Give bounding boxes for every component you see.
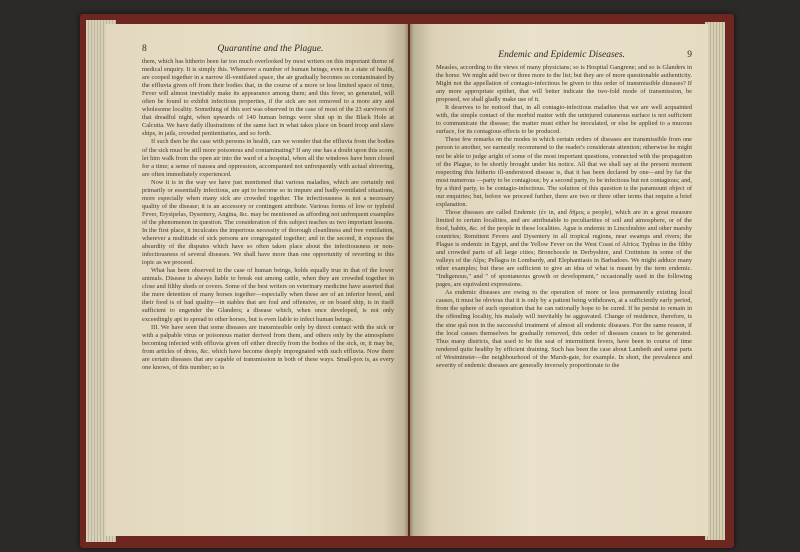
paragraph: Measles, according to the views of many physicians; so is Hospital Gangrene; and so is Glanders in the horse. We might add two or three more to the list; but they are of more questionable authenticity. Might not the appellation of contagio-infectious be given to this order of transmissible diseases? If any more appropriate epithet, that will better indicate the two-fold mode of transmission, be proposed, we shall gladly make use of it. <box>436 64 692 104</box>
page-number: 8 <box>142 44 147 54</box>
book-gutter <box>404 24 414 536</box>
running-title: Endemic and Epidemic Diseases. <box>498 50 625 60</box>
left-page <box>106 24 408 536</box>
paragraph: As endemic diseases are owing to the operation of more or less permanently existing local causes, it must be obvious that it is only by a patient being withdrawn, at a sufficiently early period, from the sphere of such operation that he can rationally hope to be cured. If he persist to remain in the offending locality, his malady will inevitably be aggravated. Change of residence, therefore, is the sine quâ non in the successful treatment of almost all endemic diseases. For the same reason, if the local causes themselves be gradually removed, this order of diseases ceases to be generated. Thus many districts, that used to be the seat of intermittent fevers, have been in course of time rendered quite healthy by efficient draining. Such has been the case about Lambeth and some parts of Westminster—the neighbourhood of the Marsh-gate, for example. In short, the prevalence and severity of endemic diseases are generally inversely proportionate to the <box>436 289 692 369</box>
paragraph: What has been observed in the case of human beings, holds equally true in that of the lower animals. Disease is always liable to break out among cattle, when they are crowded together in close and filthy sheds or covers. Some of the best writers on veterinary medicine have asserted that the mere detention of many horses together—especially when these are of an inferior breed, and their food is of bad quality—in stables that are foul and offensive, or on board ship, is in itself sufficient to engender the Glanders; a disease which, when once developed, is not only exceedingly apt to spread to other horses, but is even liable to infect human beings. <box>142 267 394 323</box>
running-title: Quarantine and the Plague. <box>217 44 324 54</box>
paragraph: Now it is in the way we have just mentioned that various maladies, which are certainly not primarily or essentially infectious, are apt to become so in impure and badly-ventilated situations, more especially when many sick are crowded together. The infectiousness is not a necessary quality of the disease; it is an accessory or contingent attribute. Various forms of low or typhoid Fever, Erysipelas, Dysentery, Angina, &c. may be mentioned as affording not unfrequent examples of the phenomenon in question. The consideration of this subject teaches us two important lessons. In the first place, it inculcates the imperious necessity of thorough cleanliness and free ventilation, wherever a multitude of sick persons are congregated together; and in the second, it exposes the absurdity of the disputes which have so often taken place about the infectiousness or non-infectiousness of several diseases. We shall have more than one opportunity of reverting to this topic as we proceed. <box>142 178 394 267</box>
paragraph: them, which has hitherto been far too much overlooked by most writers on this important theme of medical enquiry. It is simply this. Whenever a number of human beings, even in a state of health, are cooped together in a narrow ill-ventilated space, the air gradually becomes so contaminated by the effluvia given off from their bodies that, in the course of a more or less limited space of time, Fever will almost inevitably make its appearance among them; and this fever, so generated, will often be found to exhibit infectious properties, if the sick are not removed to a more airy and wholesome locality. Something of this sort was observed in the case of most of the 23 survivors of that dreadful night, when upwards of 140 human beings were shut up in the Black Hole at Calcutta. We have daily illustrations of the same fact in what takes place on board troop and slave ships, in jails, crowded penitentiaries, and so forth. <box>142 58 394 138</box>
paragraph: Those diseases are called Endemic (ἐν in, and δῆμος a people), which are in a great measure limited to certain localities, and are attributable to peculiarities of soil and atmosphere, or of the food, habits, &c. of the people in these localities. Ague is endemic in Lincolnshire and other marshy countries; Remittent Fevers and Dysentery in all tropical regions, near swamps and rivers; the Plague is endemic in Egypt, and the Yellow Fever on the West Coast of Africa; Typhus in the filthy and crowded parts of all large cities; Bronchocele in Derbyshire, and Cretinism in some of the valleys of the Alps; Pellagra in Lombardy, and Elephantiasis in Barbadoes. We might adduce many other examples; but these are sufficient to give an idea of what is meant by the term endemic. "Indigenous," and " of spontaneous growth or development," occasionally used in the following pages, are equivalent expressions. <box>436 208 692 289</box>
paragraph: These few remarks on the modes in which certain orders of diseases are transmissible from one person to another, we earnestly recommend to the reader's considerate attention; otherwise he might not be able to judge aright of some of the most important questions, connected with the propagation of the Plague, to be shortly brought under his notice. All that we shall say at the present moment respecting this hitherto ill-understood disease is, that it has been declared by one—and by far the most numerous —party to be contagious; by a second party, to be infectious but not contagious; and, by a third party, to be contagio-infectious. The solution of this question is the paramount object of our enquiries; but, before we proceed further, there are two or three other terms that require a brief explanation. <box>436 136 692 208</box>
paragraph: III. We have seen that some diseases are transmissible only by direct contact with the sick or with a palpable virus or poisonous matter derived from them, and others only by the atmosphere becoming infected with effluvia given off either directly from the bodies of the sick, or, it may be, from articles of dress, &c. which have become deeply impregnated with such effluvia. Now there are certain diseases that are capable of transmission in both of these ways. Small-pox is, as every one knows, of this number; so is <box>142 323 394 371</box>
right-page-body <box>436 64 692 370</box>
right-page <box>410 24 708 536</box>
left-page-header <box>142 44 394 54</box>
left-page-body <box>142 58 394 372</box>
page-number: 9 <box>687 50 692 60</box>
paragraph: If such then be the case with persons in health, can we wonder that the effluvia from the bodies of the sick must be still more poisonous and contaminating? If any one has a doubt upon this score, let him walk from the open air into the ward of a hospital, when all the windows have been closed for a time; a sense of nausea and oppression, accompanied not unfrequently with actual shivering, are often immediately experienced. <box>142 138 394 178</box>
page-edges-right <box>705 22 725 540</box>
right-page-header <box>436 50 692 60</box>
paragraph: It deserves to be noticed that, in all contagio-infectious maladies that we are well acquainted with, the simple contact of the morbid matter with the uninjured cutaneous surface is not sufficient to communicate the disease; the matter must either be inoculated, or else be applied to a mucous surface, for its contagious effects to be produced. <box>436 104 692 136</box>
